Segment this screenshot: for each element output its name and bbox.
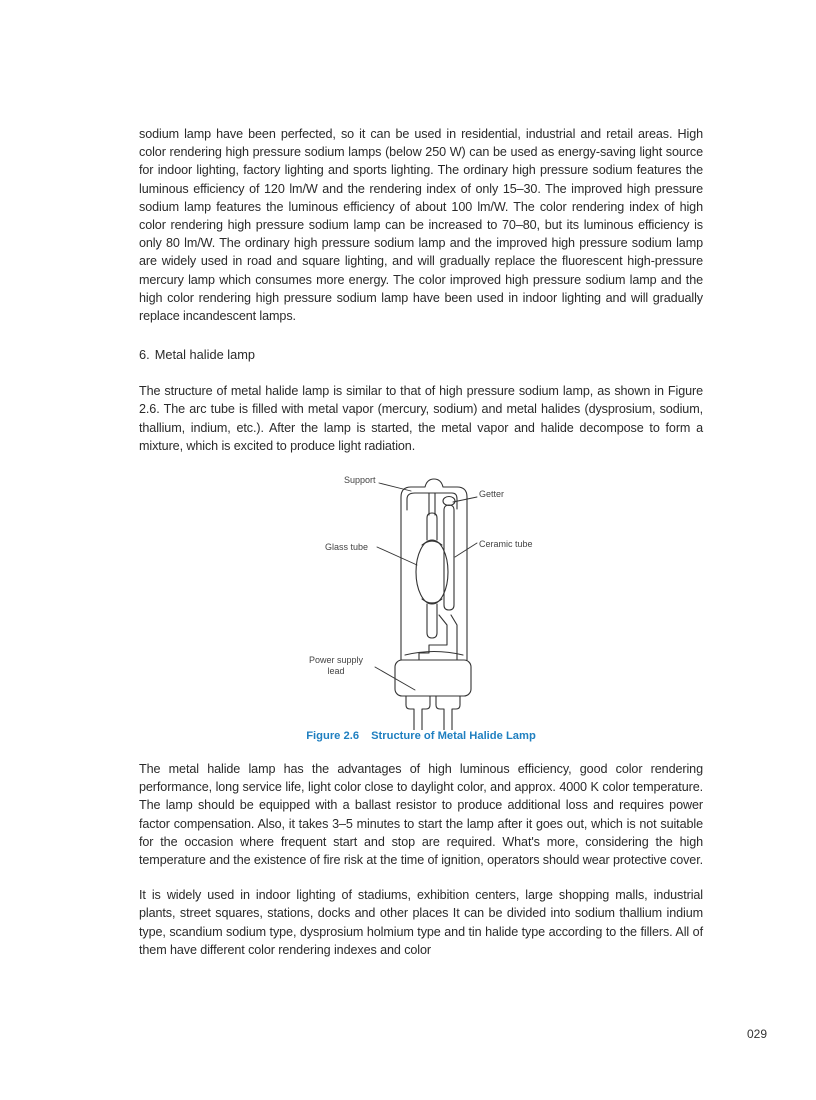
paragraph-advantages: The metal halide lamp has the advantages of high luminous efficiency, good color rendering performance, long service life, light color close to daylight color, and approx. 4000 K color temperature. The lamp should be equipped with a ballast resistor to produce additional loss and requires power factor compensation. Also, it takes 3–5 minutes to start the lamp after it goes out, which is not suitable for the occasion where frequent start and stop are required. What's more, considering the high temperature and the existence of fire risk at the time of ignition, operators should wear protective cover.	[139, 762, 704, 868]
page-number: 029	[747, 1027, 768, 1041]
paragraph-applications: It is widely used in indoor lighting of stadiums, exhibition centers, large shopping malls, industrial plants, street squares, stations, docks and other places It can be divided into sodium thallium indium type, scandium sodium type, dysprosium holmium type and tin halide type according to the fillers. All of them have different color rendering indexes and color	[139, 888, 703, 957]
figure-caption	[139, 730, 703, 742]
paragraph-structure: The structure of metal halide lamp is similar to that of high pressure sodium lamp, as shown in Figure 2.6. The arc tube is filled with metal vapor (mercury, sodium) and metal halides (dysprosium, sodium, thallium, indium, etc.). After the lamp is started, the metal vapor and halide decompose to form a mixture, which is excited to produce light radiation.	[139, 384, 703, 453]
label-support: Support	[344, 475, 376, 486]
section-heading	[139, 346, 703, 364]
label-glass-tube: Glass tube	[325, 542, 369, 553]
label-power-supply-lead	[306, 655, 366, 677]
label-getter: Getter	[479, 489, 505, 500]
figure-caption-number: Figure 2.6	[306, 730, 360, 743]
label-ceramic-tube: Ceramic tube	[479, 539, 533, 550]
figure-caption-title: Structure of Metal Halide Lamp	[371, 730, 536, 743]
page-body	[139, 125, 703, 959]
lamp-diagram	[139, 465, 703, 730]
section-title: Metal halide lamp	[154, 347, 255, 363]
paragraph-sodium-lamp: sodium lamp have been perfected, so it can be used in residential, industrial and retail areas. High color rendering high pressure sodium lamps (below 250 W) can be used as energy-saving light source for indoor lighting, factory lighting and sports lighting. The ordinary high pressure sodium features the luminous efficiency of 120 lm/W and the rendering index of only 15–30. The improved high pressure sodium lamp features the luminous efficiency of about 100 lm/W. The color rendering index of high color rendering high pressure sodium lamp can be increased to 70–80, but its luminous efficiency is only 80 lm/W. The ordinary high pressure sodium lamp and the improved high pressure sodium lamp are widely used in road and square lighting, and will gradually replace the fluorescent high-pressure mercury lamp which consumes more energy. The color improved high pressure sodium lamp and the high color rendering high pressure sodium lamp have been used in indoor lighting and will gradually replace incandescent lamps.	[139, 127, 703, 324]
figure-metal-halide-lamp	[139, 465, 703, 730]
section-number: 6.	[139, 347, 150, 363]
label-power-supply-line2: lead	[327, 666, 345, 677]
label-power-supply-line1: Power supply	[308, 655, 364, 666]
